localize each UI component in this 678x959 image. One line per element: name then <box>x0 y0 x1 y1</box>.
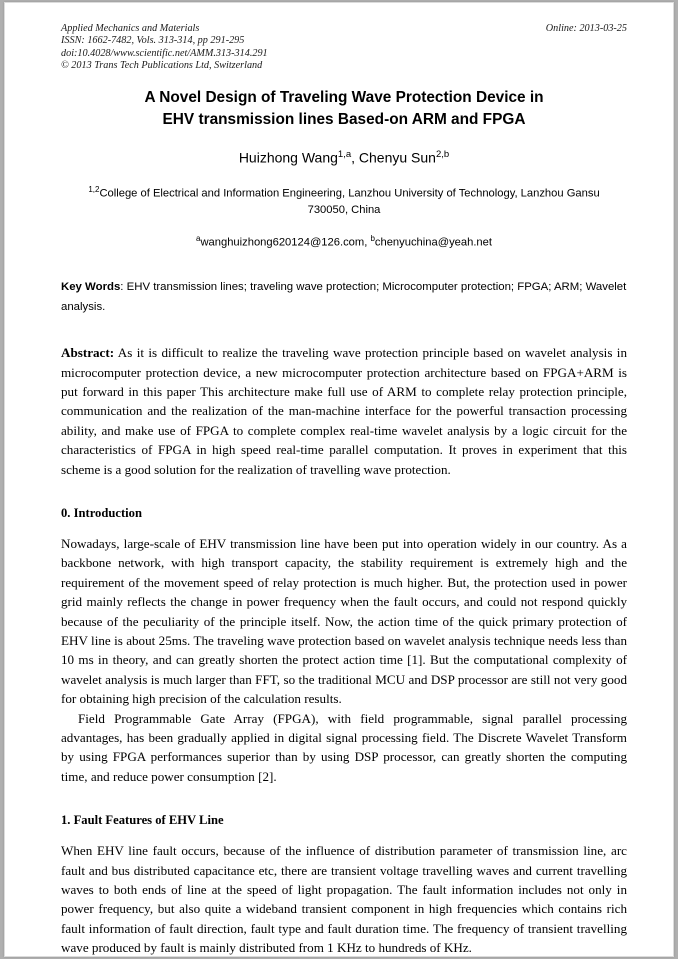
affiliation <box>61 181 627 220</box>
section-0-paragraph-0: Nowadays, large-scale of EHV transmission line have been put into operation widely in our country. As a backbone network, with high transport capacity, the stability requirement is extremely high and the requirement of the movement speed of relay protection is much higher. But, the protection used in power grid mainly reflects the change in power frequency when the fault occurs, and could not respond quickly because of the peculiarity of the principle itself. Now, the action time of the quick primary protection of EHV line is about 25ms. The traveling wave protection based on wavelet analysis technique needs less than 10 ms in theory, and can greatly shorten the protect action time [1]. But the computational complexity of wavelet analysis is much larger than FFT, so the traditional MCU and DSP processor are still not very good for obtaining high precision of the calculation results. <box>61 535 627 707</box>
section-1-paragraph-0: When EHV line fault occurs, because of the influence of distribution parameter of transmission line, arc fault and bus distributed capacitance etc, there are transient voltage travelling waves and current travelling waves to both ends of line at the speed of light propagation. The fault information includes not only in power frequency, but also quite a wideband transient component in high frequencies which contains rich fault information of fault direction, fault type and fault duration time. The frequency of transient travelling wave produced by fault is mainly distributed from 1 KHz to hundreds of KHz. <box>61 843 627 956</box>
keywords-block <box>61 278 627 317</box>
author-name-1: Huizhong Wang <box>238 149 338 166</box>
section-heading-0: 0. Introduction <box>61 505 142 520</box>
email-marker-b: b <box>370 234 375 244</box>
author-affiliation-marker-1: 1,a <box>337 149 352 160</box>
affiliation-text: College of Electrical and Information Engineering, Lanzhou University of Technology, Lanzhou Gansu 730050, China <box>99 187 600 217</box>
keywords-label: Key Words <box>61 281 121 294</box>
email-marker-a: a <box>196 234 201 244</box>
online-date: Online: 2013-03-25 <box>545 23 627 34</box>
journal-header <box>61 23 627 75</box>
journal-issn-line: ISSN: 1662-7482, Vols. 313-314, pp 291-295 <box>61 35 245 47</box>
author-separator: , <box>351 149 359 166</box>
paper-page <box>4 2 674 957</box>
keywords-text: : EHV transmission lines; traveling wave protection; Microcomputer protection; FPGA; ARM; Wavelet analysis. <box>61 281 627 313</box>
author-affiliation-marker-2: 2,b <box>435 149 450 160</box>
page-content <box>61 23 627 957</box>
title-line-2: EHV transmission lines Based-on ARM and FPGA <box>162 111 526 128</box>
author-emails <box>61 234 627 249</box>
author-list <box>61 149 627 166</box>
author-name-2: Chenyu Sun <box>358 149 436 166</box>
section-heading-1: 1. Fault Features of EHV Line <box>61 813 224 828</box>
page-title <box>61 87 627 131</box>
title-line-1: A Novel Design of Traveling Wave Protection Device in <box>144 89 544 106</box>
journal-doi-line: doi:10.4028/www.scientific.net/AMM.313-314.291 <box>61 47 268 59</box>
email-address-a: wanghuizhong620124@126.com, <box>200 237 368 250</box>
affiliation-marker: 1,2 <box>88 184 100 194</box>
journal-name: Applied Mechanics and Materials <box>61 23 200 34</box>
abstract-text: As it is difficult to realize the traveling wave protection principle based on wavelet analysis in microcomputer protection device, a new microcomputer protection architecture based on FPGA+ARM is put forward in this paper This architecture make full use of ARM to complete relay protection principle, communication and the realization of the man-machine interface for the powerful transaction processing ability, and make use of FPGA to complete complex real-time wavelet analysis by a logic circuit for the characteristics of FPGA in high speed real-time parallel computation. It proves in experiment that this scheme is a good solution for the realization of travelling wave protection. <box>61 345 627 477</box>
abstract-label: Abstract: <box>61 345 115 361</box>
journal-copyright-line: © 2013 Trans Tech Publications Ltd, Switzerland <box>61 60 263 72</box>
abstract-block <box>61 343 627 479</box>
email-address-b: chenyuchina@yeah.net <box>374 237 492 250</box>
section-0-paragraph-1: Field Programmable Gate Array (FPGA), with field programmable, signal parallel processing advantages, has been gradually applied in digital signal processing field. The Discrete Wavelet Transform by using FPGA performances superior than by using DSP processor, can greatly shorten the computing time, and reduce power consumption [2]. <box>61 710 627 784</box>
